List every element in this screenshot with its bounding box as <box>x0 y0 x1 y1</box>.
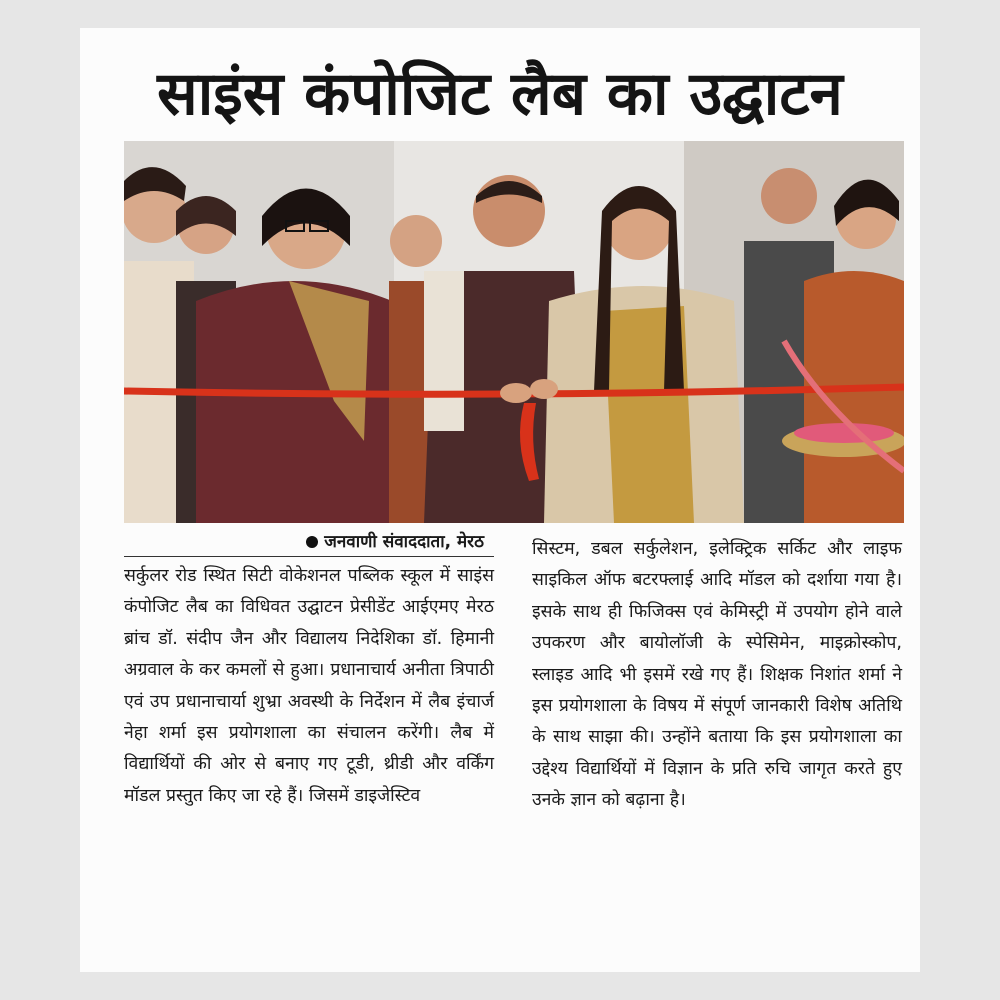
byline-text: जनवाणी संवाददाता, मेरठ <box>324 532 484 552</box>
bullet-icon <box>306 536 318 548</box>
ribbon-cutting-photo <box>124 141 904 523</box>
headline: साइंस कंपोजिट लैब का उद्घाटन <box>157 59 843 129</box>
byline <box>124 528 494 557</box>
article-column-left <box>124 528 494 968</box>
newspaper-clipping <box>80 28 920 972</box>
body-text-right: सिस्टम, डबल सर्कुलेशन, इलेक्ट्रिक सर्किट और लाइफ साइकिल ऑफ बटरफ्लाई आदि मॉडल को दर्शाया गया है। इसके साथ ही फिजिक्स एवं केमिस्ट्री में उपयोग होने वाले उपकरण और बायोलॉजी के स्पेसिमेन, माइक्रोस्कोप, स्लाइड आदि भी इसमें रखे गए हैं। शिक्षक निशांत शर्मा ने इस प्रयोगशाला के विषय में संपूर्ण जानकारी विशेष अतिथि के साथ साझा की। उन्होंने बताया कि इस प्रयोगशाला का उद्देश्य विद्यार्थियों में विज्ञान के प्रति रुचि जागृत करते हुए उनके ज्ञान को बढ़ाना है। <box>532 539 902 811</box>
body-text-left: सर्कुलर रोड स्थित सिटी वोकेशनल पब्लिक स्कूल में साइंस कंपोजिट लैब का विधिवत उद्घाटन प्रेसीडेंट आईएमए मेरठ ब्रांच डॉ. संदीप जैन और विद्यालय निदेशिका डॉ. हिमानी अग्रवाल के कर कमलों से हुआ। प्रधानाचार्य अनीता त्रिपाठी एवं उप प्रधानाचार्या शुभ्रा अवस्थी के निर्देशन में लैब इंचार्ज नेहा शर्मा इस प्रयोगशाला का संचालन करेंगी। लैब में विद्यार्थियों की ओर से बनाए गए टूडी, थ्रीडी और वर्किंग मॉडल प्रस्तुत किए जा रहे हैं। जिसमें डाइजेस्टिव <box>124 566 494 806</box>
photo-illustration <box>124 141 904 523</box>
article-column-right <box>532 534 902 974</box>
